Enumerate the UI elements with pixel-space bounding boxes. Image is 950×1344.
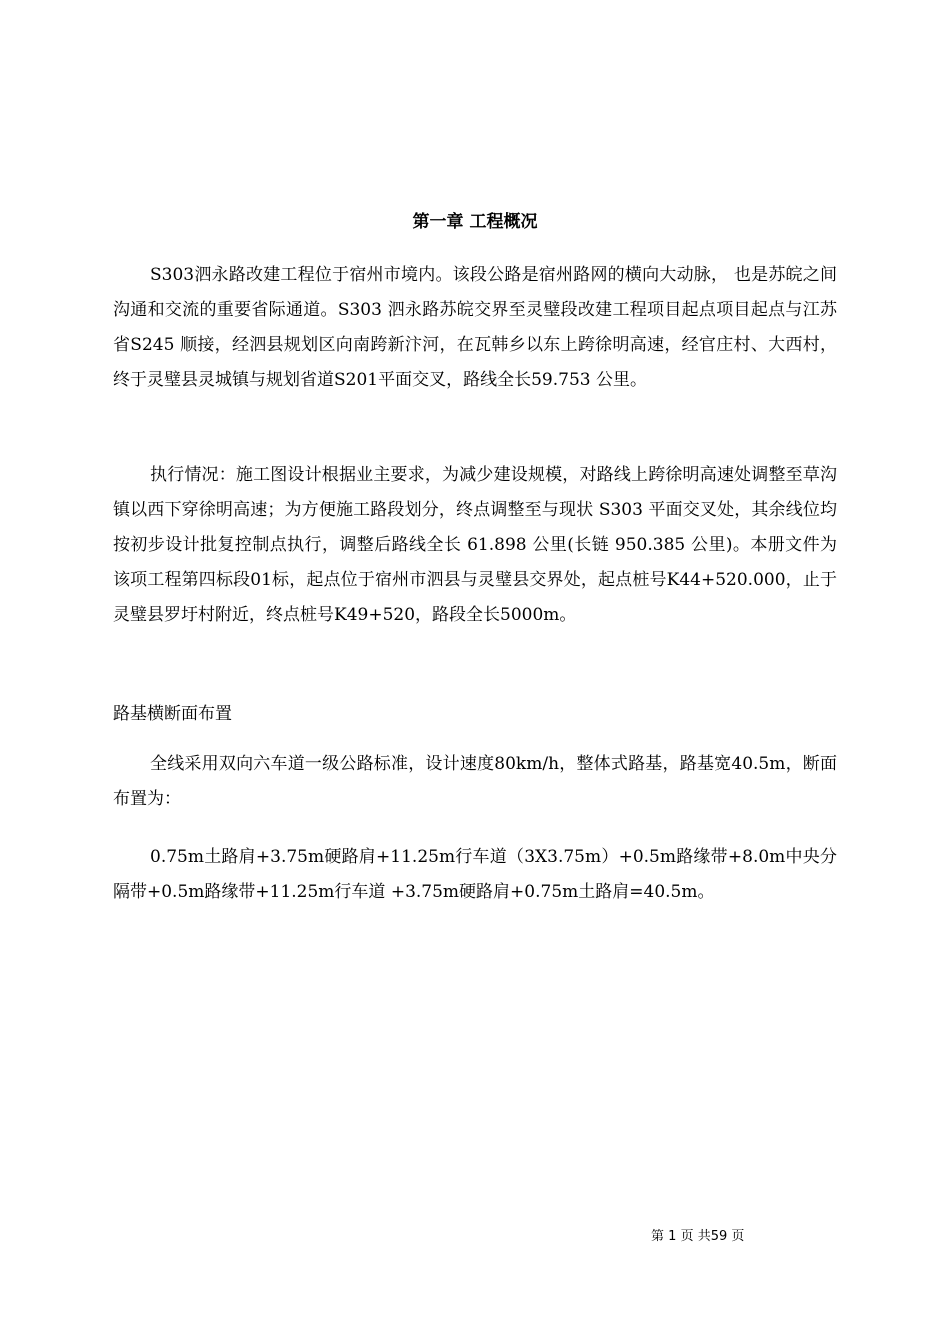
footer-suffix: 页 [731, 1229, 745, 1244]
section-heading-subgrade-cross-section: 路基横断面布置 [113, 704, 232, 724]
paragraph-road-standard: 全线采用双向六车道一级公路标准，设计速度80km/h，整体式路基，路基宽40.5m，断面布置为： [113, 754, 837, 809]
paragraph-project-location: S303泗永路改建工程位于宿州市境内。该段公路是宿州路网的横向大动脉， 也是苏皖之间沟通和交流的重要省际通道。S303 泗永路苏皖交界至灵璧段改建工程项目起点项目起点与江苏省S245 顺接，经泗县规划区向南跨新汴河，在瓦韩乡以东上跨徐明高速，经官庄村、大西村，终于灵璧县灵城镇与规划省道S201平面交叉，路线全长59.753 公里。 [113, 265, 837, 390]
chapter-title: 第一章 工程概况 [412, 212, 538, 232]
footer-current-page: 1 [668, 1229, 677, 1244]
paragraph-execution-status: 执行情况：施工图设计根据业主要求，为减少建设规模，对路线上跨徐明高速处调整至草沟镇以西下穿徐明高速；为方便施工路段划分，终点调整至与现状 S303 平面交叉处，其余线位均按初步设计批复控制点执行，调整后路线全长 61.898 公里(长链 950.385 公里)。本册文件为该项工程第四标段01标，起点位于宿州市泗县与灵璧县交界处，起点桩号K44+520.000，止于灵璧县罗圩村附近，终点桩号K49+520，路段全长5000m。 [113, 465, 837, 625]
footer-middle: 页 共 [680, 1229, 711, 1244]
paragraph-cross-section-layout: 0.75m土路肩+3.75m硬路肩+11.25m行车道（3X3.75m）+0.5m路缘带+8.0m中央分隔带+0.5m路缘带+11.25m行车道 +3.75m硬路肩+0.75m土路肩=40.5m。 [113, 847, 837, 902]
footer-prefix: 第 [651, 1229, 665, 1244]
page-footer [651, 1226, 744, 1248]
footer-total-pages: 59 [710, 1229, 728, 1244]
